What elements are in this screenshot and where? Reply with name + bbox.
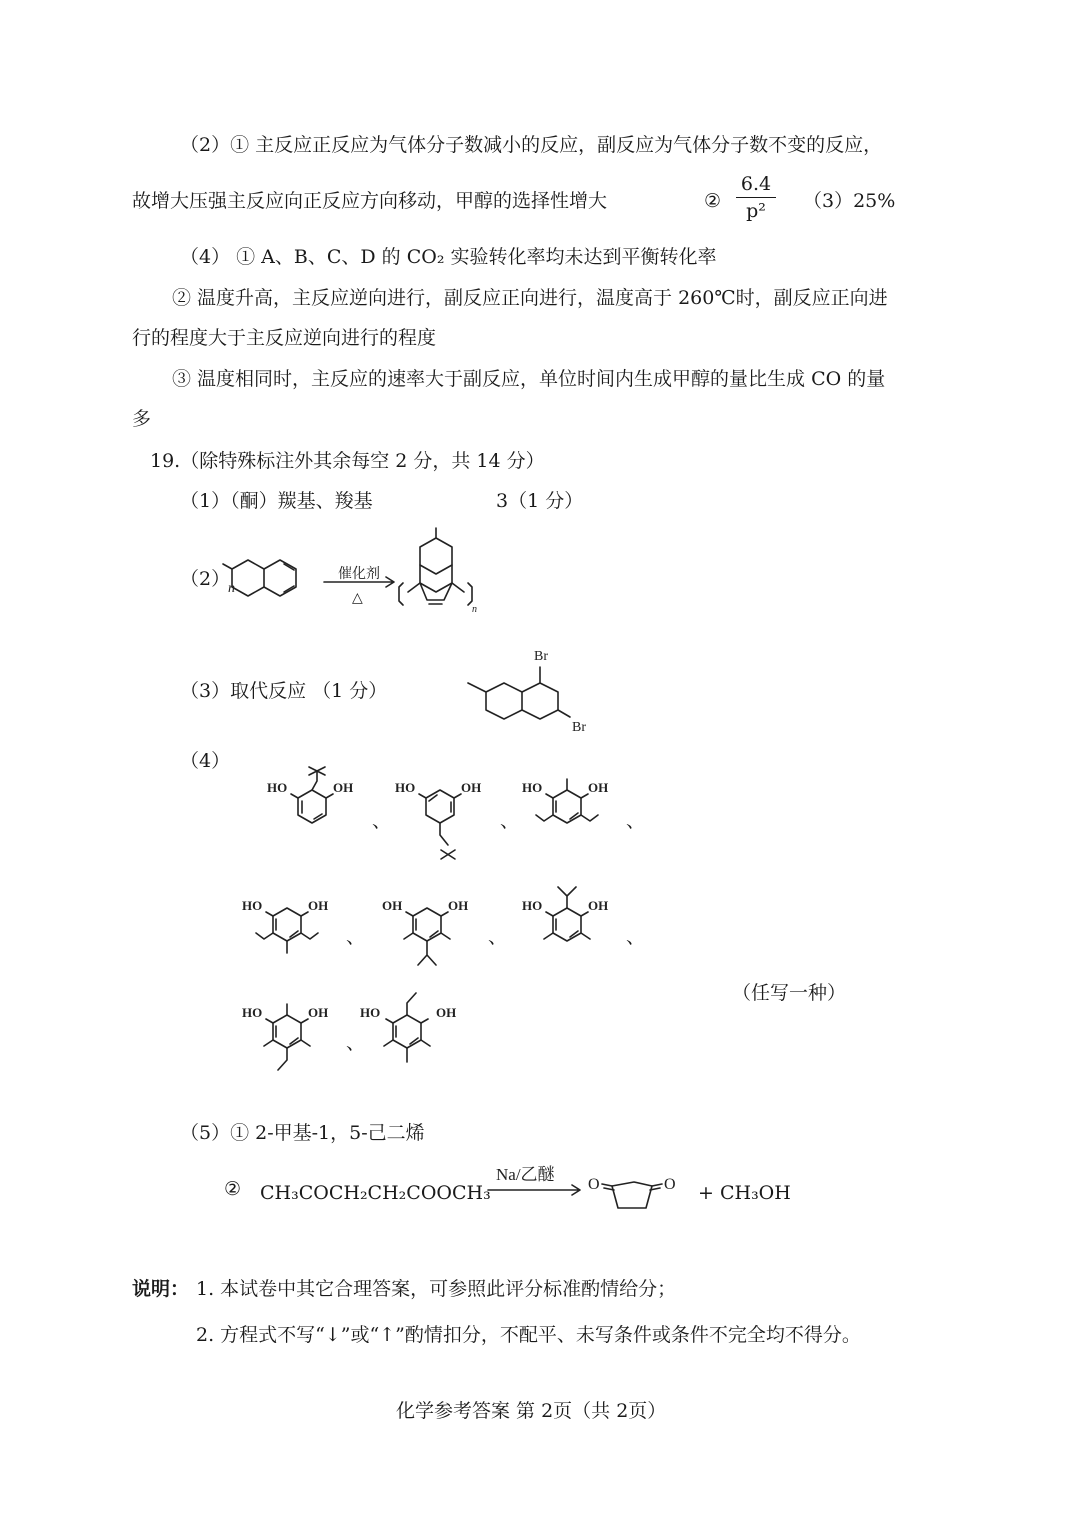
q19-part5-line1: （5）① 2-甲基-1，5-己二烯 (180, 1122, 425, 1144)
isomer-6 (520, 870, 630, 970)
q19-part4-note: （任写一种） (732, 982, 847, 1004)
q18-part4-line2: ② 温度升高，主反应逆向进行，副反应正向进行，温度高于 260℃时，副反应正向进 (172, 287, 888, 309)
oh-label: OH (333, 780, 354, 795)
fraction-denominator: p² (746, 200, 766, 222)
separator: 、 (500, 810, 520, 832)
dibromo-decalin-structure (460, 645, 610, 745)
bromine-right: Br (572, 720, 586, 735)
isomer-2 (393, 757, 503, 877)
q18-part2-line1: （2）① 主反应正反应为气体分子数减小的反应，副反应为气体分子数不变的反应， (180, 134, 883, 156)
page-footer: 化学参考答案 第 2页（共 2页） (396, 1400, 667, 1422)
q19-circle-2: ② (224, 1178, 242, 1200)
heat-symbol: △ (352, 591, 363, 606)
note-1: 1. 本试卷中其它合理答案，可参照此评分标准酌情给分； (196, 1278, 677, 1300)
q19-byproduct: + CH₃OH (698, 1182, 791, 1204)
ho-label: HO (395, 780, 416, 795)
separator: 、 (346, 926, 366, 948)
isomer-4 (240, 875, 350, 975)
separator: 、 (626, 810, 646, 832)
oh-label: OH (588, 780, 609, 795)
oh-label: OH (448, 898, 469, 913)
oh-label: OH (588, 898, 609, 913)
isomer-7 (240, 982, 350, 1087)
oxygen-right: O (664, 1176, 676, 1193)
isomer-8 (360, 975, 470, 1080)
q19-header: 19.（除特殊标注外其余每空 2 分，共 14 分） (150, 450, 545, 472)
oh-label: OH (308, 898, 329, 913)
separator: 、 (372, 810, 392, 832)
separator: 、 (626, 926, 646, 948)
oh-label: OH (308, 1005, 329, 1020)
ho-label: HO (242, 1005, 263, 1020)
monomer-n: n (228, 581, 235, 596)
isomer-1 (265, 757, 375, 867)
oxygen-left: O (588, 1176, 600, 1193)
oh-label: OH (461, 780, 482, 795)
q18-part4-line5: 多 (132, 408, 152, 430)
q19-part1-score: 3（1 分） (496, 490, 584, 512)
ho-label: HO (267, 780, 288, 795)
isomer-5 (380, 875, 490, 985)
polymerization-reaction-structure (222, 520, 492, 630)
condition-label: Na/乙醚 (496, 1165, 555, 1184)
q19-part4-label: （4） (180, 750, 231, 772)
isomer-3 (520, 757, 630, 847)
oh-label: OH (436, 1005, 457, 1020)
bromine-top: Br (534, 649, 548, 664)
note-2: 2. 方程式不写“↓”或“↑”酌情扣分，不配平、未写条件或条件不完全均不得分。 (196, 1324, 861, 1346)
separator: 、 (488, 926, 508, 948)
q18-part4-line1: （4） ① A、B、C、D 的 CO₂ 实验转化率均未达到平衡转化率 (180, 246, 717, 268)
q18-part4-line4: ③ 温度相同时，主反应的速率大于副反应，单位时间内生成甲醇的量比生成 CO 的量 (172, 368, 886, 390)
ho-label: HO (522, 898, 543, 913)
separator: 、 (346, 1032, 366, 1054)
notes-label: 说明： (132, 1278, 190, 1300)
fraction-answer (736, 173, 776, 222)
fraction-numerator: 6.4 (740, 173, 772, 195)
ho-label: HO (522, 780, 543, 795)
ho-label: HO (242, 898, 263, 913)
q19-part3-label: （3）取代反应 （1 分） (180, 680, 388, 702)
fraction-bar (736, 197, 776, 198)
q19-part2-label: （2） (180, 568, 231, 590)
q19-part1: （1）（酮）羰基、羧基 (180, 490, 373, 512)
ho-label: HO (360, 1005, 381, 1020)
q18-circle-2: ② (704, 190, 722, 212)
q18-part2-line2: 故增大压强主反应向正反应方向移动，甲醇的选择性增大 (132, 190, 608, 212)
polymer-n: n (472, 604, 477, 615)
oh-label: OH (382, 898, 403, 913)
q18-part3: （3）25% (803, 190, 896, 212)
catalyst-label: 催化剂 (338, 567, 380, 582)
q18-part4-line3: 行的程度大于主反应逆向进行的程度 (132, 327, 437, 349)
q19-reactant: CH₃COCH₂CH₂COOCH₃ (260, 1182, 491, 1204)
